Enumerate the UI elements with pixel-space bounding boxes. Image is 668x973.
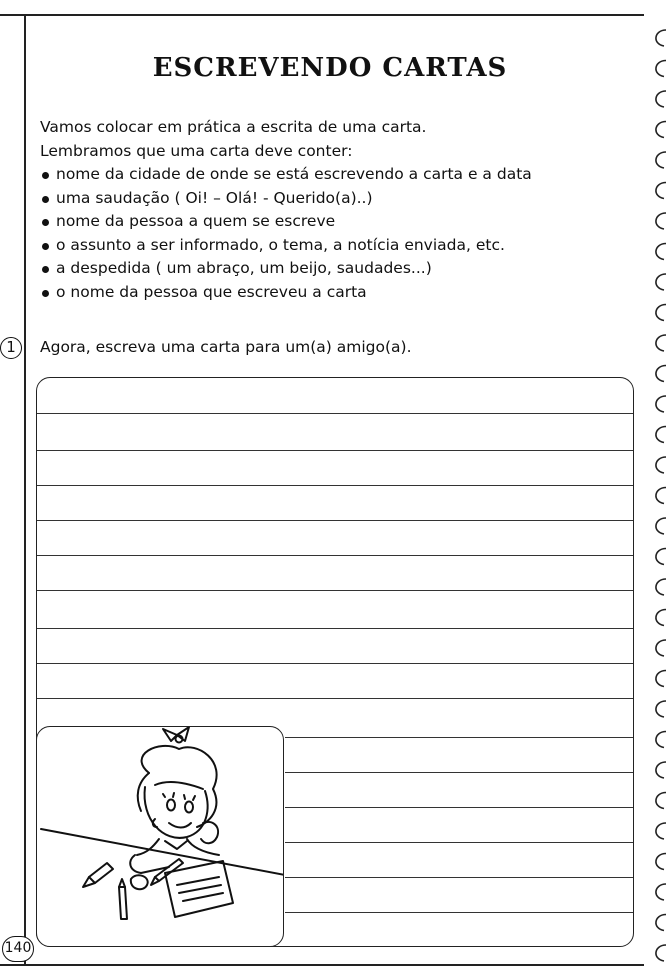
writing-line	[285, 877, 633, 878]
list-item: o assunto a ser informado, o tema, a notícia enviada, etc.	[40, 234, 600, 258]
question-text: Agora, escreva uma carta para um(a) amigo(a).	[40, 338, 412, 356]
instructions	[40, 116, 600, 304]
writing-line	[285, 737, 633, 738]
letter-elements-list	[40, 163, 600, 304]
writing-line	[37, 663, 633, 664]
list-item: nome da cidade de onde se está escrevendo a carta e a data	[40, 163, 600, 187]
writing-line	[37, 628, 633, 629]
writing-line	[37, 485, 633, 486]
writing-line	[285, 807, 633, 808]
instruction-line-2: Lembramos que uma carta deve conter:	[40, 141, 353, 160]
page-number: 140	[2, 936, 34, 962]
list-item: nome da pessoa a quem se escreve	[40, 210, 600, 234]
page-title: ESCREVENDO CARTAS	[152, 53, 508, 84]
writing-line	[37, 413, 633, 414]
writing-line	[37, 555, 633, 556]
girl-writing-icon	[37, 727, 284, 947]
list-item: uma saudação ( Oi! – Olá! - Querido(a)..)	[40, 187, 600, 211]
bottom-border-line	[0, 964, 24, 966]
writing-line	[37, 698, 633, 699]
girl-writing-illustration	[36, 726, 284, 947]
writing-line	[285, 842, 633, 843]
top-border-line	[0, 14, 24, 16]
question-number-badge: 1	[0, 337, 22, 359]
list-item: a despedida ( um abraço, um beijo, saudades...)	[40, 257, 600, 281]
instruction-line-1: Vamos colocar em prática a escrita de uma carta.	[40, 118, 427, 136]
writing-line	[37, 520, 633, 521]
writing-line	[285, 772, 633, 773]
writing-line	[37, 450, 633, 451]
writing-line	[285, 912, 633, 913]
writing-line	[37, 590, 633, 591]
list-item: o nome da pessoa que escreveu a carta	[40, 281, 600, 305]
spiral-binding-icon	[638, 0, 668, 973]
